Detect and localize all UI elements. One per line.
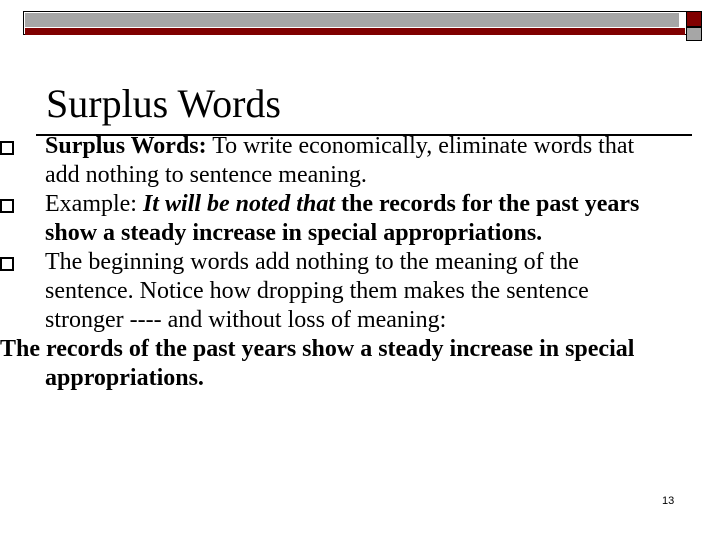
page-number: 13 [662,495,675,507]
header-square-grey [686,27,702,41]
header-bar-red [25,28,685,35]
header-square-red [686,11,702,27]
slide-title: Surplus Words [46,81,281,126]
bullet-lead-bold: Surplus Words: [45,133,207,159]
bullet-item [0,248,660,335]
bullet-text: The beginning words add nothing to the meaning of the sentence. Notice how dropping them makes the sentence stronger ---- and without loss of meaning: [45,249,589,333]
hollow-square-bullet-icon [0,141,14,155]
closing-text: The records of the past years show a steady increase in special appropriations. [0,336,635,391]
bullet-item [0,132,660,190]
bullet-lead: Example: [45,191,143,217]
bullet-bold: the records for the past years show a steady increase in special appropriations. [45,191,640,246]
bullet-italic-bold: It will be noted that [142,191,335,217]
closing-sentence [0,335,660,393]
hollow-square-bullet-icon [0,199,14,213]
bullet-item [0,190,660,248]
slide-body [0,132,660,393]
bullet-text: To write economically, eliminate words that add nothing to sentence meaning. [45,133,635,188]
header-bar-grey [25,13,679,27]
hollow-square-bullet-icon [0,257,14,271]
